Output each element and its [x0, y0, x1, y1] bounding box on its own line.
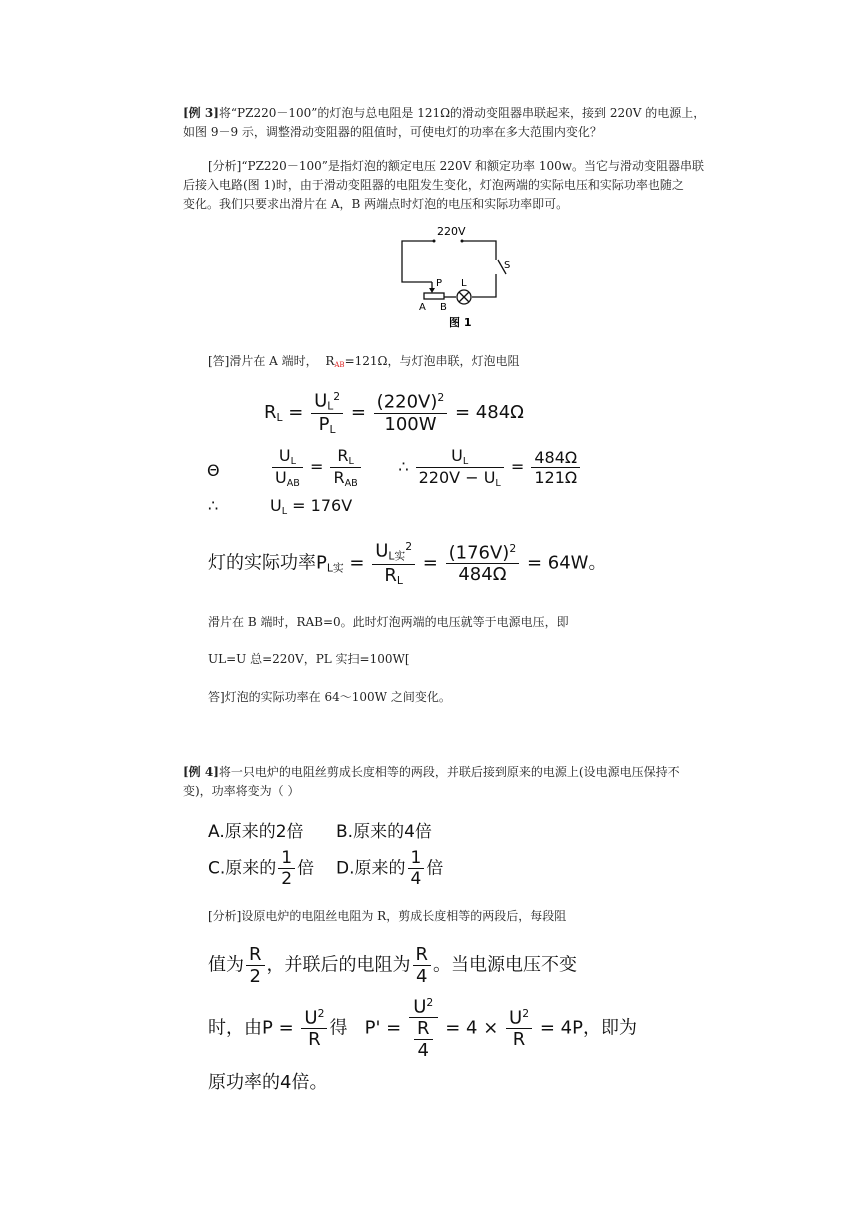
equation-lamp-resistance: $R_L$ = $\frac{U_L^2}{P_L}$ = $\frac{(220V)^2}{100W}$ = 484Ω: [264, 390, 524, 436]
option-d: D.原来的 $\frac{1}{4}$ 倍: [336, 848, 444, 889]
ex4-question-line1: [例 4]将一只电炉的电阻丝剪成长度相等的两段，并联后接到原来的电源上(设电源电压保持不: [183, 765, 680, 779]
option-a: A.原来的2倍: [208, 822, 304, 842]
equation-actual-power: 灯的实际功率$P_{L实}$ = $\frac{U_{L实}^2}{R_L}$ = $\frac{(176V)^2}{484\Omega}$ = 64W。: [208, 540, 607, 587]
option-b: B.原来的4倍: [336, 822, 432, 842]
ex4-tag: [例 4]: [183, 765, 219, 779]
fig-lamp-label: L: [461, 278, 467, 289]
ex3-answer-a-line: [答]滑片在 A 端时， RAB=121Ω，与灯泡串联，灯泡电阻: [208, 354, 520, 369]
ex4-solution-line3: 原功率的4倍。: [208, 1072, 328, 1093]
ex4-question-line2: 变)，功率将变为（ ）: [183, 784, 300, 798]
equation-lamp-voltage: $U_L = 176V$: [270, 496, 353, 517]
wire-right: [472, 274, 496, 297]
equation-voltage-ratio: $\frac{U_L}{U_{AB}}$ = $\frac{R_L}{R_{AB}}$ ∴ $\frac{U_L}{220V - U_L}$ = $\frac{484\Omega}{121\Omega}$: [270, 446, 582, 489]
fig-a-label: A: [419, 302, 426, 313]
ex3-b-end-line: 滑片在 B 端时，RAB=0。此时灯泡两端的电压就等于电源电压，即: [208, 615, 569, 629]
fig-voltage-label: 220V: [437, 225, 466, 238]
ex3-analysis-line2: 后接入电路(图 1)时，由于滑动变阻器的电阻发生变化，灯泡两端的实际电压和实际功率也随之: [183, 178, 684, 192]
ex3-tag: [例 3]: [183, 106, 219, 120]
because-symbol: Θ: [207, 461, 220, 480]
circuit-diagram: [396, 222, 526, 334]
ex4-analysis: [分析]设原电炉的电阻丝电阻为 R，剪成长度相等的两段后，每段阻: [208, 909, 567, 923]
fig-switch-label: S: [504, 260, 511, 271]
ex3-analysis-line1: [分析]“PZ220－100”是指灯泡的额定电压 220V 和额定功率 100w。当它与滑动变阻器串联: [208, 159, 705, 173]
ex3-analysis-line3: 变化。我们只要求出滑片在 A，B 两端点时灯泡的电压和实际功率即可。: [183, 197, 569, 211]
wire-left: [402, 241, 434, 282]
option-c: C.原来的 $\frac{1}{2}$ 倍: [208, 848, 315, 889]
wire-top-right: [462, 241, 496, 260]
rheostat-body: [424, 293, 444, 299]
ex4-solution-line2: 时，由P = $\frac{U^2}{R}$ 得 P' = $\frac{U^2}{\frac{R}{4}}$ = 4 × $\frac{U^2}{R}$ = 4P，即为: [208, 996, 637, 1062]
ex3-b-end-values: UL=U 总=220V，PL 实扫=100W[: [208, 652, 410, 666]
therefore-symbol: ∴: [208, 496, 219, 515]
ex3-question-line2: 如图 9－9 示，调整滑动变阻器的阻值时，可使电灯的功率在多大范围内变化？: [183, 125, 602, 139]
ex3-conclusion: 答]灯泡的实际功率在 64～100W 之间变化。: [208, 690, 451, 704]
ex4-solution-line1: 值为 $\frac{R}{2}$ ，并联后的电阻为 $\frac{R}{4}$ 。当电源电压不变: [208, 944, 578, 987]
ex3-question-line1: [例 3]将“PZ220－100”的灯泡与总电阻是 121Ω的滑动变阻器串联起来，接到 220V 的电源上，: [183, 106, 706, 120]
fig-b-label: B: [440, 302, 447, 313]
fig-caption: 图 1: [449, 316, 472, 329]
slider-arrow: [429, 288, 435, 293]
fig-slider-label: P: [436, 278, 443, 289]
